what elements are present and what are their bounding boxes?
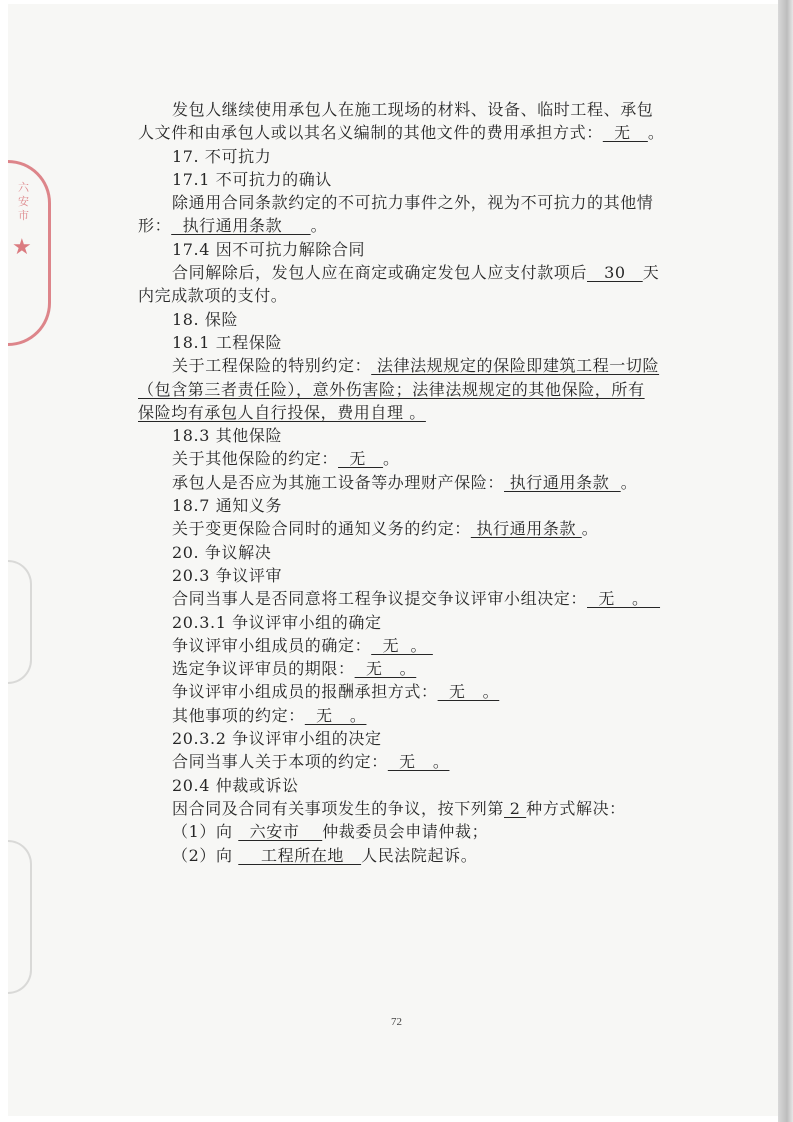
section-heading: 17.1 不可抗力的确认 <box>172 169 332 189</box>
filled-blank: 执行通用条款 <box>171 216 311 236</box>
paragraph-line: 发包人继续使用承包人在施工现场的材料、设备、临时工程、承包 <box>172 100 654 119</box>
section-heading: 18.3 其他保险 <box>172 426 283 446</box>
section-heading: 20.3.1 争议评审小组的确定 <box>172 612 382 632</box>
faded-seal-mark <box>8 840 32 994</box>
paragraph-line: 合同当事人关于本项的约定： 无 。 <box>172 752 450 772</box>
filled-blank: 六安市 <box>238 822 323 842</box>
filled-blank: 法律法规规定的保险即建筑工程一切险 <box>371 356 660 376</box>
paragraph-line: 除通用合同条款约定的不可抗力事件之外，视为不可抗力的其他情 <box>172 193 654 213</box>
paragraph-line: 关于变更保险合同时的通知义务的约定： 执行通用条款 。 <box>172 519 599 539</box>
paragraph-line: 因合同及合同有关事项发生的争议，按下列第 2 种方式解决： <box>172 798 626 818</box>
section-heading: 18.1 工程保险 <box>172 332 283 352</box>
contract-text-body <box>138 98 698 867</box>
section-heading: 20.3 争议评审 <box>172 565 283 585</box>
paragraph-line: 关于其他保险的约定： 无 。 <box>172 449 400 469</box>
paragraph-line: 形： 执行通用条款 。 <box>138 216 328 236</box>
red-seal-stamp <box>8 160 51 346</box>
paragraph-line: 选定争议评审员的期限： 无 。 <box>172 659 417 679</box>
filled-blank: 30 <box>587 263 643 283</box>
paragraph-line: 合同解除后，发包人应在商定或确定发包人应支付款项后 30 天 <box>172 263 660 283</box>
filled-blank: 执行通用条款 <box>470 519 582 539</box>
seal-star-icon: ★ <box>12 235 32 260</box>
paragraph-line: 争议评审小组成员的确定： 无 。 <box>172 635 433 655</box>
faded-seal-mark <box>8 560 32 684</box>
section-heading: 17.4 因不可抗力解除合同 <box>172 239 366 259</box>
section-heading: 18.7 通知义务 <box>172 496 283 516</box>
paragraph-line: 争议评审小组成员的报酬承担方式： 无 。 <box>172 682 500 702</box>
filled-blank: 工程所在地 <box>238 845 362 865</box>
seal-text: 六安市 <box>18 181 29 222</box>
filled-blank: 执行通用条款 <box>504 472 621 492</box>
filled-blank: 无 。 <box>437 682 500 702</box>
section-heading: 18. 保险 <box>172 309 239 329</box>
paragraph-line <box>138 378 698 401</box>
section-heading: 20. 争议解决 <box>172 542 272 562</box>
page-number: 72 <box>391 1016 402 1028</box>
filled-blank: 无 <box>338 449 384 469</box>
paragraph-line: 人文件和由承包人或以其名义编制的其他文件的费用承担方式： 无 。 <box>138 123 665 143</box>
filled-blank: 保险均有承包人自行投保，费用自理 。 <box>138 402 426 422</box>
filled-blank: 2 <box>504 798 527 818</box>
paragraph-line <box>138 401 698 424</box>
filled-blank: 无 。 <box>371 635 433 655</box>
paragraph-line: （2）向 工程所在地 人民法院起诉。 <box>172 845 478 865</box>
paragraph-line: 合同当事人是否同意将工程争议提交争议评审小组决定： 无 。 <box>172 589 661 609</box>
section-heading: 20.3.2 争议评审小组的决定 <box>172 729 382 749</box>
paragraph-line: 其他事项的约定： 无 。 <box>172 705 367 725</box>
section-heading: 17. 不可抗力 <box>172 146 272 166</box>
section-heading: 20.4 仲裁或诉讼 <box>172 775 299 795</box>
page-edge-shadow <box>778 0 793 1122</box>
filled-blank: 无 。 <box>354 659 417 679</box>
filled-blank: 无 。 <box>304 705 367 725</box>
paragraph-line: 承包人是否应为其施工设备等办理财产保险： 执行通用条款 。 <box>172 472 638 492</box>
filled-blank: 无 。 <box>387 752 450 772</box>
filled-blank: 无 <box>602 123 648 143</box>
paragraph-line: 关于工程保险的特别约定： 法律法规规定的保险即建筑工程一切险 <box>172 356 660 376</box>
paragraph-line: 内完成款项的支付。 <box>138 286 288 306</box>
filled-blank: （包含第三者责任险），意外伤害险；法律法规规定的其他保险，所有 <box>138 379 645 399</box>
paragraph-line: （1）向 六安市 仲裁委员会申请仲裁； <box>172 822 489 842</box>
filled-blank: 无 。 <box>587 589 661 609</box>
